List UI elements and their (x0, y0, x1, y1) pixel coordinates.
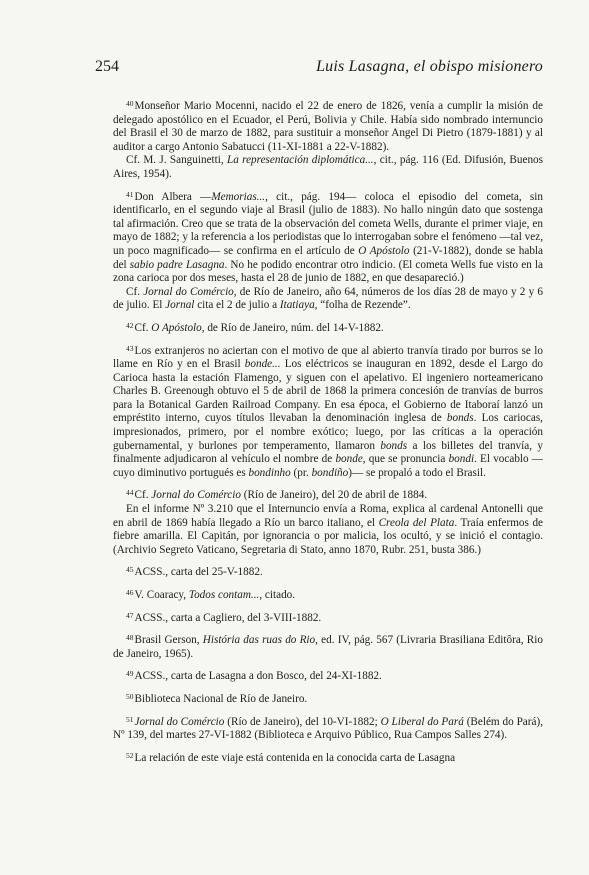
footnote-46 (113, 586, 543, 603)
text-run: Biblioteca Nacional de Río de Janeiro. (134, 692, 308, 705)
text-run: (Río de Janeiro), del 20 de abril de 1884. (240, 489, 428, 502)
footnote-paragraph (113, 690, 543, 707)
text-run: . Traía enfermos de fiebre amarilla. El Capitán, por ignorancia o por malicia, los ocultó, y se inició el contagio. (Archivio Segreto Vaticano, Segretaria di Stato, anno 1870, Rubr. 251, busta 386.) (113, 516, 544, 556)
footnote-44 (113, 486, 543, 557)
italic-text: bondi (448, 453, 475, 466)
footnote-number: 48 (126, 633, 134, 643)
text-run: Cf. (134, 321, 152, 334)
italic-text: bonde (335, 453, 363, 466)
footnotes-section (113, 97, 543, 771)
italic-text: História das ruas do Rio (202, 634, 316, 647)
footnote-paragraph (113, 286, 543, 313)
text-run: . Los cariocas, impresionados, primero, por el nombre exótico; luego, por las críticas a la operación gubernamental, y burlones por temperamento, llamaron (113, 412, 543, 452)
italic-text: O Liberal do Pará (380, 715, 464, 728)
footnote-number: 51 (126, 714, 134, 724)
footnote-48 (113, 631, 543, 661)
text-run: )— se propaló a todo el Brasil. (348, 466, 486, 479)
text-run: a los billetes del tranvía, y finalmente adjudicaron al vehículo el nombre de (113, 439, 544, 466)
text-run: , ed. IV, pág. 567 (Livraria Brasiliana Editôra, Rio de Janeiro, 1965). (113, 634, 543, 660)
text-run: ACSS., carta a Cagliero, del 3-VIII-1882. (134, 611, 322, 624)
text-run: Cf. M. J. Sanguinetti, (126, 154, 227, 167)
text-run: (pr. (290, 466, 312, 479)
text-run: La relación de este viaje está contenida en la conocida carta de Lasagna (134, 751, 456, 764)
text-run: V. Coaracy, (134, 589, 189, 601)
text-run: (Río de Janeiro), del 10-VI-1882; (224, 715, 381, 728)
footnote-41 (113, 188, 543, 313)
footnote-paragraph (113, 342, 543, 481)
italic-text: sabio padre Lasagna (129, 258, 225, 271)
text-run: . El vocablo —cuyo diminutivo portugués es (113, 453, 543, 479)
footnote-paragraph (113, 713, 543, 743)
italic-text: bonds (380, 439, 408, 452)
footnote-paragraph (113, 97, 543, 154)
text-run: , de Río de Janeiro, núm. del 14-V-1882. (201, 321, 384, 334)
text-run: , “folha de Rezende”. (314, 299, 411, 312)
footnote-paragraph (113, 631, 543, 661)
footnote-51 (113, 713, 543, 743)
footnote-paragraph (113, 503, 543, 557)
footnote-50 (113, 690, 543, 707)
italic-text: Memorias... (211, 190, 266, 203)
footnote-paragraph (113, 749, 543, 766)
text-run: En el informe Nº 3.210 que el Internuncio envía a Roma, explica al cardenal Antonelli que en abril de 1869 había llegado a Río un barco italiano, el (113, 503, 543, 529)
italic-text: bondiño (311, 466, 349, 479)
italic-text: Jornal (165, 299, 195, 312)
text-run: , de Río de Janeiro, año 64, números de los días 28 de mayo y 2 y 6 de julio. El (113, 285, 543, 312)
text-run: Cf. (134, 489, 152, 502)
footnote-45 (113, 563, 543, 580)
footnote-number: 44 (126, 488, 134, 498)
italic-text: bondinho (248, 466, 291, 479)
footnote-42 (113, 319, 543, 336)
footnote-number: 42 (126, 320, 134, 330)
text-run: , citado. (259, 589, 296, 601)
footnote-40 (113, 97, 543, 182)
footnote-paragraph (113, 609, 543, 626)
footnote-paragraph (113, 563, 543, 580)
footnote-number: 41 (126, 189, 134, 199)
footnote-paragraph (113, 319, 543, 336)
text-run: . No he podido encontrar otro indicio. (El cometa Wells fue visto en la zona carioca por dos meses, hasta el 28 de junio de 1882, en que desapareció.) (113, 258, 543, 285)
footnote-paragraph (113, 667, 543, 684)
footnote-47 (113, 609, 543, 626)
text-run: , cit., pág. 116 (Ed. Difusión, Buenos Aires, 1954). (113, 154, 543, 180)
footnote-paragraph (113, 188, 543, 286)
footnote-number: 46 (126, 588, 134, 597)
italic-text: bonds (446, 412, 474, 425)
footnote-number: 40 (126, 99, 134, 108)
footnote-paragraph (113, 586, 543, 603)
text-run: Brasil Gerson, (134, 634, 203, 647)
footnote-49 (113, 667, 543, 684)
italic-text: bonde... (244, 358, 281, 371)
text-run: Los extranjeros no aciertan con el motivo de que al abierto tranvía tirado por burros se lo llame en Río y en el Brasil (113, 344, 543, 371)
text-run: Don Albera — (134, 190, 212, 203)
footnote-number: 50 (126, 691, 134, 701)
footnote-paragraph (113, 486, 543, 503)
italic-text: Jornal do Comércio (134, 715, 225, 728)
italic-text: Todos contam... (188, 589, 260, 601)
footnote-number: 45 (126, 565, 134, 575)
footnote-43 (113, 342, 543, 481)
text-run: ACSS., carta del 25-V-1882. (134, 566, 263, 579)
italic-text: Creola del Plata (378, 516, 455, 529)
italic-text: Jornal do Comércio (151, 489, 241, 502)
italic-text: O Apóstolo (151, 321, 202, 334)
text-run: (21-V-1882), donde se habla del (113, 244, 543, 271)
footnote-number: 49 (126, 669, 134, 679)
text-run: , que se pronuncia (362, 453, 449, 466)
italic-text: Itatiaya (279, 299, 315, 312)
footnote-paragraph (113, 154, 543, 181)
text-run: Cf. (126, 285, 144, 298)
text-run: cita el 2 de julio a (194, 299, 280, 312)
page-number: 254 (95, 58, 119, 75)
footnote-number: 43 (126, 343, 134, 353)
footnote-number: 52 (126, 750, 134, 760)
page-header (95, 58, 543, 80)
italic-text: La representación diplomática... (227, 154, 374, 167)
italic-text: O Apóstolo (358, 244, 410, 257)
text-run: (Belém do Pará), Nº 139, del martes 27-VI-1882 (Biblioteca e Arquivo Público, Rua Campos Salles 274). (113, 715, 543, 742)
italic-text: Jornal do Comércio (143, 285, 234, 298)
running-title: Luis Lasagna, el obispo misionero (316, 58, 543, 75)
text-run: Los eléctricos se inauguran en 1892, desde el Largo do Carioca hasta la estación Flamengo, y siguen con el apelativo. El ingeniero norteamericano Charles B. Greenough obtuvo el 5 de abril de 1868 la primera concesión de tranvías de burros para la Botanical Garden Railroad Company. En esa época, el Gobierno de Itaboraí lanzó un empréstito interno, cuyos títulos llevaban la denominación inglesa de (113, 358, 544, 425)
text-run: Monseñor Mario Mocenni, nacido el 22 de enero de 1826, venía a cumplir la misión de delegado apostólico en el Ecuador, el Perú, Bolivia y Chile. Había sido nombrado internuncio del Brasil el 30 de marzo de 1882, para sustituir a monseñor Angel Di Pietro (1879-1881) y al auditor a cargo Antonio Sabatucci (11-XI-1881 a 22-V-1882). (113, 100, 543, 153)
footnote-number: 47 (126, 610, 134, 620)
footnote-52 (113, 749, 543, 766)
text-run: , cit., pág. 194— coloca el episodio del cometa, sin identificarlo, en el segundo viaje al Brasil (julio de 1883). No hallo ningún dato que sostenga tal afirmación. Creo que se trata de la observación del cometa Wells, durante el primer viaje, en mayo de 1882; y la referencia a los periodistas que lo interrogaban sobre el fenómeno —tal vez, un poco magnificado— se confirma en el artículo de (113, 190, 543, 257)
text-run: ACSS., carta de Lasagna a don Bosco, del 24-XI-1882. (134, 670, 382, 683)
